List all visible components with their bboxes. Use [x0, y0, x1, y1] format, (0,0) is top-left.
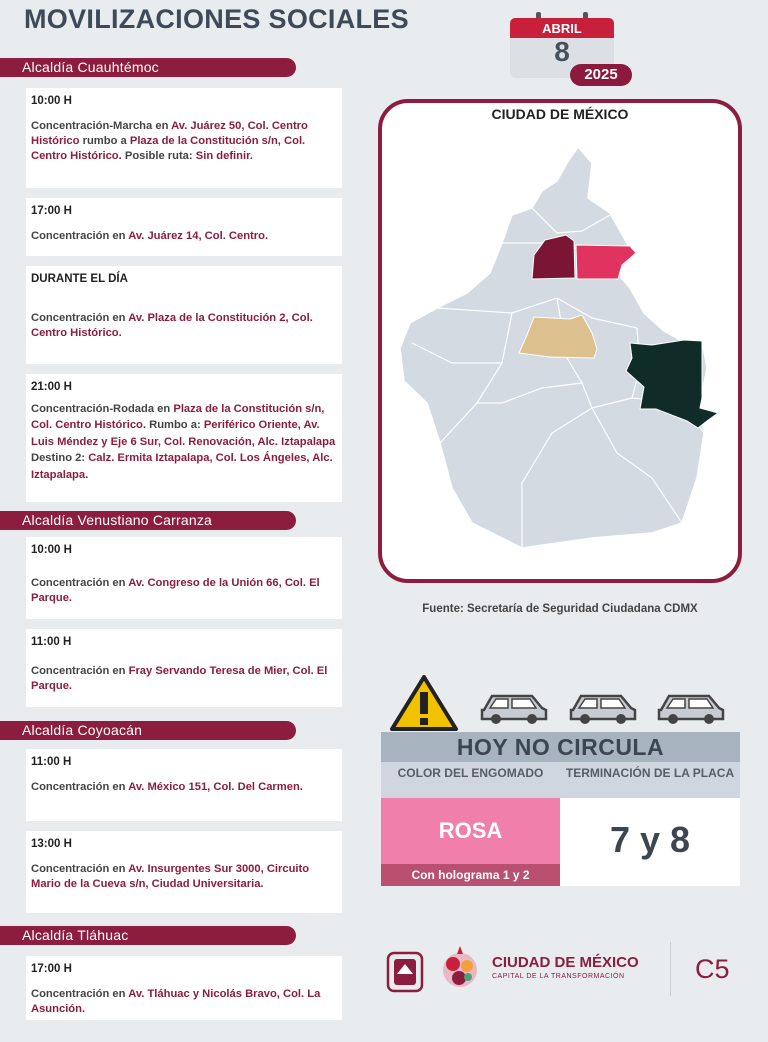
event-card	[26, 831, 342, 913]
footer-tagline: CAPITAL DE LA TRANSFORMACIÓN	[492, 973, 625, 980]
event-text: en	[109, 665, 129, 677]
event-time: 17:00 H	[31, 205, 72, 217]
event-card	[26, 956, 342, 1020]
hoy-no-circula-title: HOY NO CIRCULA	[381, 732, 740, 762]
car-icon	[567, 688, 639, 726]
event-description	[31, 987, 337, 1017]
section-header-tlahuac: Alcaldía Tláhuac	[0, 926, 296, 945]
location-text: Av. Juárez 50, Col. Centro Histórico	[31, 120, 308, 147]
event-text: Rumbo a:	[146, 419, 204, 432]
location-text: Av. Juárez 14, Col. Centro.	[128, 230, 269, 242]
date-calendar	[510, 12, 618, 83]
city-emblem-icon	[437, 942, 483, 998]
footer-brand: CIUDAD DE MÉXICO	[492, 954, 639, 971]
event-description	[31, 311, 337, 341]
car-icon	[478, 688, 550, 726]
color-header: COLOR DEL ENGOMADO	[381, 762, 560, 798]
event-time: 11:00 H	[31, 636, 72, 648]
event-card	[26, 266, 342, 364]
plate-endings: 7 y 8	[560, 798, 740, 886]
map-title: CIUDAD DE MÉXICO	[491, 106, 629, 122]
section-header-coyoacan: Alcaldía Coyoacán	[0, 721, 296, 740]
event-description	[31, 229, 337, 244]
event-text: en	[152, 120, 172, 132]
event-description	[31, 401, 337, 483]
hologram-note: Con holograma 1 y 2	[381, 864, 560, 886]
event-card	[26, 749, 342, 821]
page-title: MOVILIZACIONES SOCIALES	[24, 4, 409, 34]
event-time: 21:00 H	[31, 381, 72, 393]
section-header-venustiano-carranza: Alcaldía Venustiano Carranza	[0, 511, 296, 530]
map-source: Fuente: Secretaría de Seguridad Ciudadana CDMX	[422, 603, 698, 615]
divider	[670, 942, 671, 996]
event-text: Concentración	[31, 863, 110, 875]
event-text: rumbo a	[79, 135, 130, 147]
event-text: Concentración	[31, 781, 110, 793]
location-text: Av. Plaza de la Constitución 2, Col. Centro Histórico.	[31, 312, 313, 339]
event-description	[31, 664, 337, 694]
event-text: en	[109, 230, 129, 242]
event-time: 10:00 H	[31, 544, 72, 556]
event-text: Concentración	[31, 230, 110, 242]
calendar-month: ABRIL	[510, 18, 614, 38]
event-text: en	[109, 312, 129, 324]
event-time: 11:00 H	[31, 756, 72, 768]
location-text: Av. Insurgentes Sur 3000, Circuito Mario de la Cueva s/n, Ciudad Universitaria.	[31, 863, 310, 890]
event-card	[26, 629, 342, 707]
event-card	[26, 374, 342, 502]
location-text: Periférico Oriente, Av. Luis Méndez y Eje 6 Sur, Col. Renovación, Alc. Iztapalapa	[31, 419, 336, 448]
event-text: en	[109, 863, 129, 875]
city-seal-icon	[385, 950, 425, 994]
event-text: Concentración	[31, 988, 110, 1000]
event-description	[31, 576, 337, 606]
event-description	[31, 119, 337, 164]
event-card	[26, 537, 342, 619]
plate-header: TERMINACIÓN DE LA PLACA	[560, 762, 740, 798]
section-header-cuauhtemoc: Alcaldía Cuauhtémoc	[0, 58, 296, 77]
event-time: 17:00 H	[31, 963, 72, 975]
event-text: Concentración	[31, 577, 110, 589]
event-text: Destino 2:	[31, 452, 89, 465]
event-time: DURANTE EL DÍA	[31, 273, 128, 285]
c5-logo: C5	[695, 954, 730, 984]
location-text: Plaza de la Constitución s/n, Col. Centro Histórico.	[31, 135, 306, 162]
event-time: 13:00 H	[31, 838, 72, 850]
location-text: Calz. Ermita Iztapalapa, Col. Los Ángeles, Alc. Iztapalapa.	[31, 452, 333, 481]
event-text: Concentración-Rodada	[31, 403, 155, 415]
location-text: Av. Tláhuac y Nicolás Bravo, Col. La Asunción.	[31, 988, 321, 1015]
event-text: en	[154, 403, 174, 415]
cdmx-map	[382, 103, 738, 579]
sticker-color: ROSA	[381, 798, 560, 864]
event-time: 10:00 H	[31, 95, 72, 107]
calendar-day: 8	[554, 36, 570, 67]
calendar-year: 2025	[570, 64, 632, 86]
event-text: Concentración	[31, 665, 110, 677]
event-text: Posible ruta:	[121, 150, 196, 162]
event-text: Concentración	[31, 312, 110, 324]
event-card	[26, 88, 342, 188]
event-description	[31, 862, 337, 892]
event-card	[26, 198, 342, 256]
warning-icon	[389, 674, 459, 732]
location-text: Fray Servando Teresa de Mier, Col. El Parque.	[31, 665, 328, 692]
event-description	[31, 780, 337, 795]
location-text: Sin definir.	[195, 150, 253, 162]
location-text: Av. Congreso de la Unión 66, Col. El Parque.	[31, 577, 320, 604]
location-text: Av. México 151, Col. Del Carmen.	[128, 781, 303, 793]
car-icon	[655, 688, 727, 726]
event-text: en	[109, 988, 129, 1000]
location-text: Plaza de la Constitución s/n, Col. Centro Histórico.	[31, 403, 325, 432]
event-text: en	[109, 781, 129, 793]
event-text: Concentración-Marcha	[31, 120, 153, 132]
event-text: en	[109, 577, 129, 589]
